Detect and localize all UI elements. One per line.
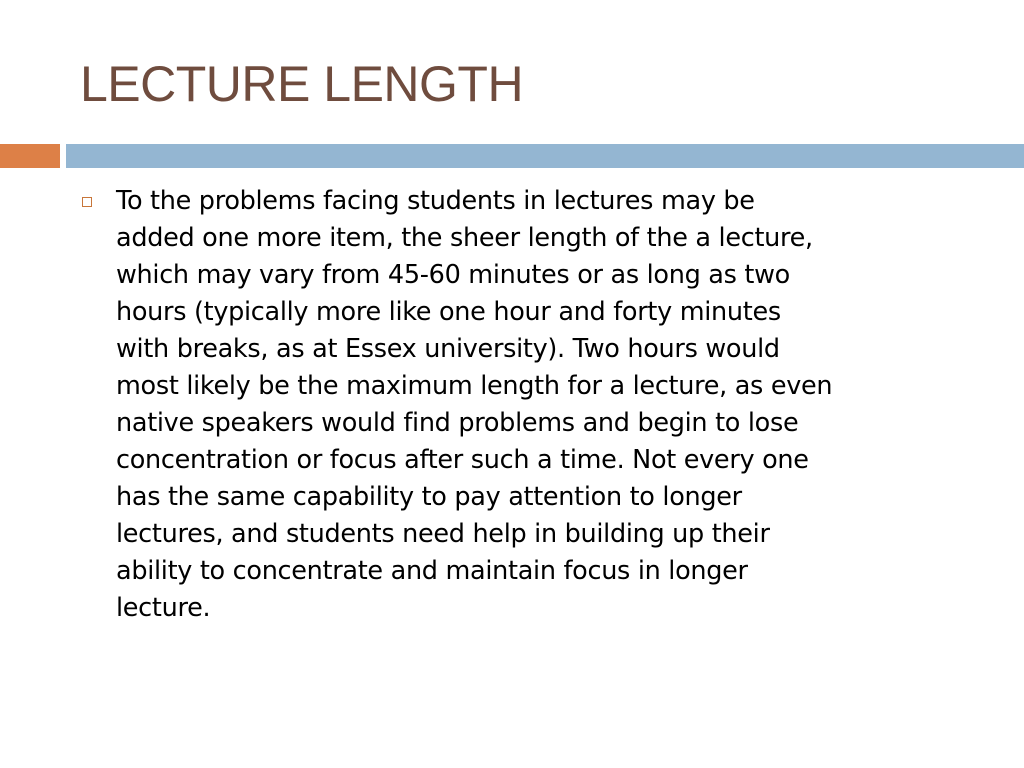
slide-title: LECTURE LENGTH xyxy=(80,56,524,112)
accent-bar-orange xyxy=(0,144,60,168)
bullet-text: To the problems facing students in lectures may be added one more item, the sheer length of the a lecture, which may vary from 45-60 minutes or as long as two hours (typically more like one hour and forty minutes with breaks, as at Essex university). Two hours would most likely be the maximum length for a lecture, as even native speakers would find problems and begin to lose concentration or focus after such a time. Not every one has the same capability to pay attention to longer lectures, and students need help in building up their ability to concentrate and maintain focus in longer lecture. xyxy=(116,186,833,623)
square-bullet-icon xyxy=(82,197,92,207)
accent-bar-blue xyxy=(66,144,1024,168)
bullet-list xyxy=(80,183,990,627)
bullet-item xyxy=(80,183,990,627)
